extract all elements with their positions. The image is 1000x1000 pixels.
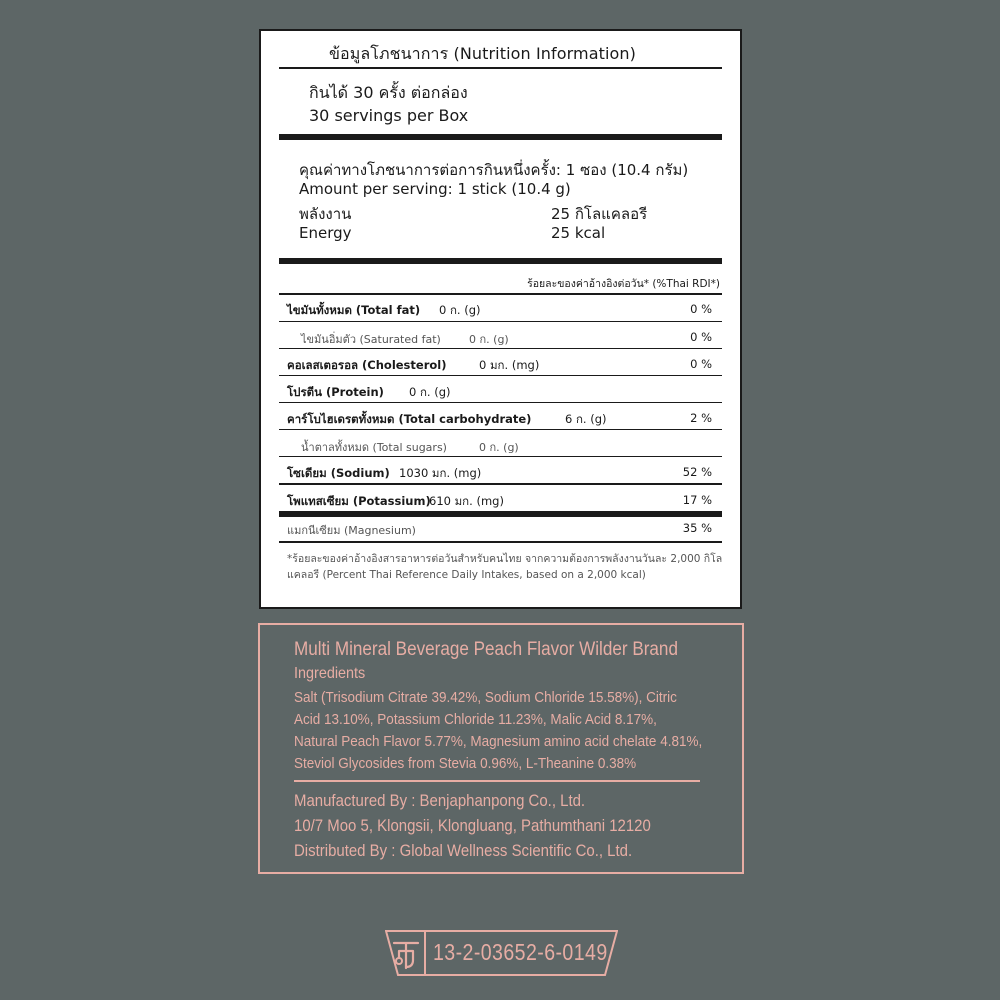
nutrient-pct-sodium: 52 % xyxy=(682,465,712,479)
divider-thick xyxy=(279,258,722,264)
servings-english: 30 servings per Box xyxy=(309,106,469,125)
divider-thick xyxy=(279,134,722,140)
servings-thai: กินได้ 30 ครั้ง ต่อกล่อง xyxy=(309,83,468,102)
energy-label-english: Energy xyxy=(299,224,352,242)
ingredients-line: Steviol Glycosides from Stevia 0.96%, L-Theanine 0.38% xyxy=(294,755,637,772)
rdi-footnote: *ร้อยละของค่าอ้างอิงสารอาหารต่อวันสำหรับคนไทย จากความต้องการพลังงานวันละ 2,000 กิโลแคลอรี (Percent Thai Reference Daily Intakes, based on a 2,000 kcal) xyxy=(287,553,723,581)
ingredients-line: Acid 13.10%, Potassium Chloride 11.23%, Malic Acid 8.17%, xyxy=(294,711,657,728)
ingredients-panel xyxy=(258,623,744,874)
divider xyxy=(279,375,722,376)
nutrient-pct-total-fat: 0 % xyxy=(690,302,712,316)
nutrient-label-sodium: โซเดียม (Sodium) xyxy=(287,466,390,480)
energy-value-english: 25 kcal xyxy=(551,224,606,242)
manufacturer: Manufactured By : Benjaphanpong Co., Ltd. xyxy=(294,791,586,810)
rdi-header: ร้อยละของค่าอ้างอิงต่อวัน* (%Thai RDI*) xyxy=(527,278,720,290)
nutrition-title: ข้อมูลโภชนาการ (Nutrition Information) xyxy=(329,44,637,63)
divider xyxy=(279,348,722,349)
amount-per-serving-english: Amount per serving: 1 stick (10.4 g) xyxy=(299,180,571,198)
nutrient-label-saturated-fat: ไขมันอิ่มตัว (Saturated fat) xyxy=(301,333,441,346)
divider xyxy=(279,541,722,543)
nutrient-label-cholesterol: คอเลสเตอรอล (Cholesterol) xyxy=(287,358,447,372)
ingredients-line: Salt (Trisodium Citrate 39.42%, Sodium Chloride 15.58%), Citric xyxy=(294,689,677,706)
nutrient-amount-total-sugars: 0 ก. (g) xyxy=(479,441,519,454)
divider-thick xyxy=(279,511,722,517)
nutrient-amount-protein: 0 ก. (g) xyxy=(409,385,451,399)
nutrient-amount-saturated-fat: 0 ก. (g) xyxy=(469,333,509,346)
nutrient-amount-total-fat: 0 ก. (g) xyxy=(439,303,481,317)
nutrition-panel xyxy=(259,29,742,609)
registration-number: 13-2-03652-6-0149 xyxy=(433,939,608,965)
nutrient-amount-sodium: 1030 มก. (mg) xyxy=(399,466,482,480)
divider xyxy=(279,321,722,322)
nutrient-pct-cholesterol: 0 % xyxy=(690,357,712,371)
nutrient-label-protein: โปรตีน (Protein) xyxy=(287,385,384,399)
amount-per-serving-thai: คุณค่าทางโภชนาการต่อการกินหนึ่งครั้ง: 1 ซอง (10.4 กรัม) xyxy=(299,161,689,179)
energy-label-thai: พลังงาน xyxy=(299,205,352,223)
divider xyxy=(279,402,722,403)
product-name: Multi Mineral Beverage Peach Flavor Wilder Brand xyxy=(294,639,678,660)
nutrient-amount-potassium: 610 มก. (mg) xyxy=(429,494,504,508)
nutrient-label-potassium: โพแทสเซียม (Potassium) xyxy=(287,494,431,508)
nutrient-label-total-carbohydrate: คาร์โบไฮเดรตทั้งหมด (Total carbohydrate) xyxy=(287,412,532,426)
nutrient-pct-saturated-fat: 0 % xyxy=(690,330,712,344)
nutrient-label-total-fat: ไขมันทั้งหมด (Total fat) xyxy=(287,303,421,317)
divider xyxy=(294,780,700,782)
thai-fda-logo-icon xyxy=(387,930,427,976)
divider xyxy=(279,483,722,485)
fda-registration-badge xyxy=(385,930,618,976)
divider xyxy=(279,67,722,69)
divider xyxy=(279,456,722,457)
nutrient-amount-cholesterol: 0 มก. (mg) xyxy=(479,358,540,372)
nutrient-label-magnesium: แมกนีเซียม (Magnesium) xyxy=(287,524,416,537)
divider xyxy=(279,429,722,430)
divider xyxy=(279,293,722,295)
distributor: Distributed By : Global Wellness Scientific Co., Ltd. xyxy=(294,841,633,860)
nutrient-pct-potassium: 17 % xyxy=(682,493,712,507)
nutrient-amount-total-carbohydrate: 6 ก. (g) xyxy=(565,412,607,426)
ingredients-heading: Ingredients xyxy=(294,665,366,682)
energy-value-thai: 25 กิโลแคลอรี xyxy=(551,205,648,223)
manufacturer-address: 10/7 Moo 5, Klongsii, Klongluang, Pathumthani 12120 xyxy=(294,816,651,835)
nutrient-label-total-sugars: น้ำตาลทั้งหมด (Total sugars) xyxy=(301,441,447,454)
ingredients-line: Natural Peach Flavor 5.77%, Magnesium amino acid chelate 4.81%, xyxy=(294,733,703,750)
nutrient-pct-total-carbohydrate: 2 % xyxy=(690,411,712,425)
nutrient-pct-magnesium: 35 % xyxy=(682,521,712,535)
